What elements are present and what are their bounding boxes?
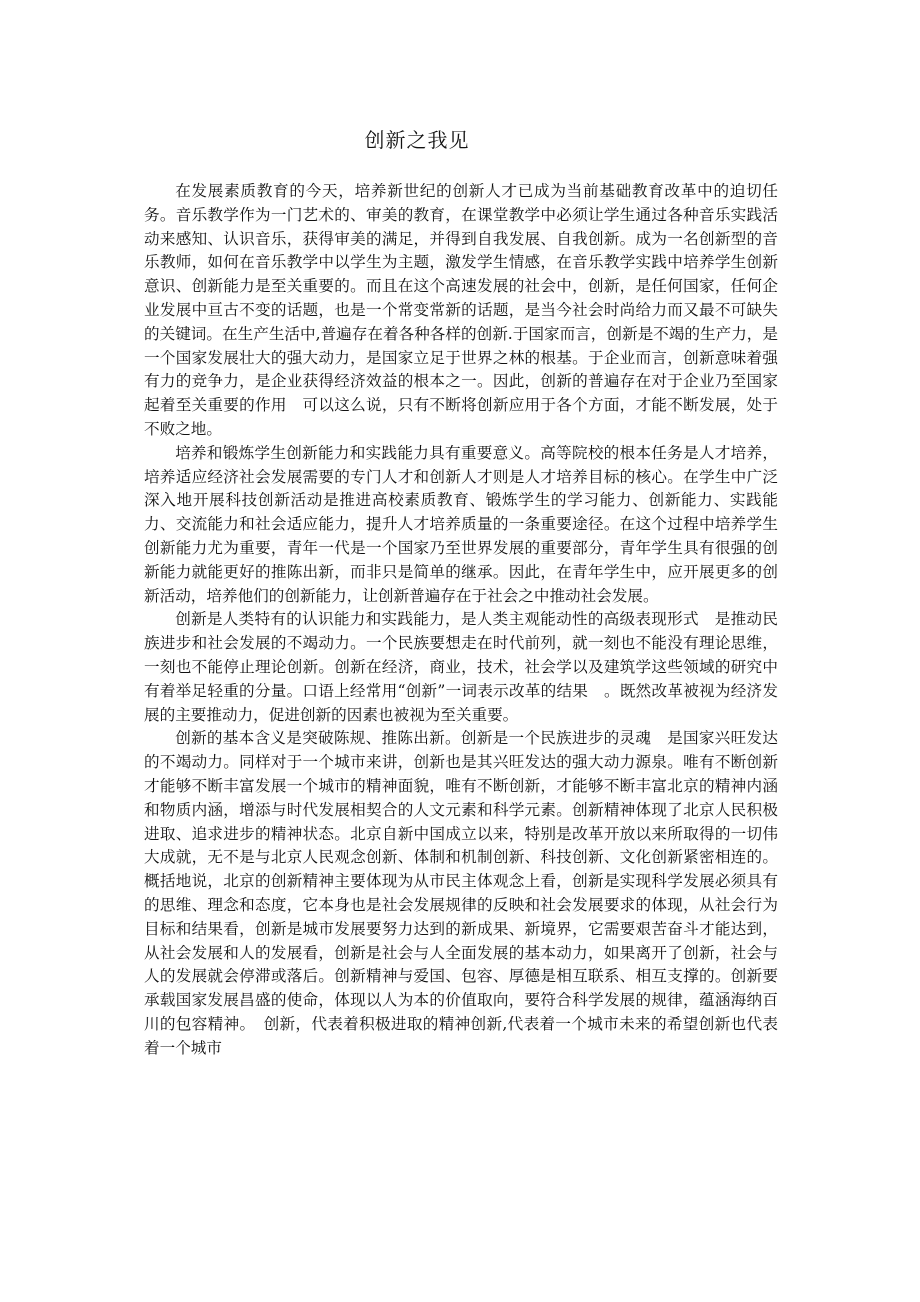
paragraph-2: 培养和锻炼学生创新能力和实践能力具有重要意义。高等院校的根本任务是人才培养，培养适应经济社会发展需要的专门人才和创新人才则是人才培养目标的核心。在学生中广泛深入地开展科技创新活动是推进高校素质教育、锻炼学生的学习能力、创新能力、实践能力、交流能力和社会适应能力，提升人才培养质量的一条重要途径。在这个过程中培养学生创新能力尤为重要，青年一代是一个国家乃至世界发展的重要部分，青年学生具有很强的创新能力就能更好的推陈出新，而非只是简单的继承。因此，在青年学生中，应开展更多的创新活动，培养他们的创新能力，让创新普遍存在于社会之中推动社会发展。 bbox=[144, 443, 778, 605]
paragraph-1: 在发展素质教育的今天，培养新世纪的创新人才已成为当前基础教育改革中的迫切任务。音乐教学作为一门艺术的、审美的教育，在课堂教学中必须让学生通过各种音乐实践活动来感知、认识音乐，获得审美的满足，并得到自我发展、自我创新。成为一名创新型的音乐教师，如何在音乐教学中以学生为主题，激发学生情感，在音乐教学实践中培养学生创新意识、创新能力是至关重要的。而且在这个高速发展的社会中，创新，是任何国家，任何企业发展中亘古不变的话题，也是一个常变常新的话题，是当今社会时尚给力而又最不可缺失的关键词。在生产生活中,普遍存在着各种各样的创新.于国家而言，创新是不竭的生产力，是一个国家发展壮大的强大动力，是国家立足于世界之林的根基。于企业而言，创新意味着强有力的竞争力，是企业获得经济效益的根本之一。因此，创新的普遍存在对于企业乃至国家起着至关重要的作用 可以这么说，只有不断将创新应用于各个方面，才能不断发展，处于不败之地。 bbox=[144, 182, 778, 438]
document-title: 创新之我见 bbox=[364, 128, 470, 152]
paragraph-3: 创新是人类特有的认识能力和实践能力，是人类主观能动性的高级表现形式 是推动民族进步和社会发展的不竭动力。一个民族要想走在时代前列，就一刻也不能没有理论思维，一刻也不能停止理论创新。创新在经济，商业，技术，社会学以及建筑学这些领域的研究中有着举足轻重的分量。口语上经常用“创新”一词表示改革的结果 。既然改革被视为经济发展的主要推动力，促进创新的因素也被视为至关重要。 bbox=[144, 610, 778, 724]
paragraph-4: 创新的基本含义是突破陈规、推陈出新。创新是一个民族进步的灵魂 是国家兴旺发达的不竭动力。同样对于一个城市来讲，创新也是其兴旺发达的强大动力源泉。唯有不断创新才能够不断丰富发展一个城市的精神面貌，唯有不断创新，才能够不断丰富北京的精神内涵和物质内涵，增添与时代发展相契合的人文元素和科学元素。创新精神体现了北京人民积极进取、追求进步的精神状态。北京自新中国成立以来，特别是改革开放以来所取得的一切伟大成就，无不是与北京人民观念创新、体制和机制创新、科技创新、文化创新紧密相连的。概括地说，北京的创新精神主要体现为从市民主体观念上看，创新是实现科学发展必须具有的思维、理念和态度，它本身也是社会发展规律的反映和社会发展要求的体现，从社会行为目标和结果看，创新是城市发展要努力达到的新成果、新境界，它需要艰苦奋斗才能达到，从社会发展和人的发展看，创新是社会与人全面发展的基本动力，如果离开了创新，社会与人的发展就会停滞或落后。创新精神与爱国、包容、厚德是相互联系、相互支撑的。创新要承载国家发展昌盛的使命，体现以人为本的价值取向，要符合科学发展的规律，蕴涵海纳百川的包容精神。 创新，代表着积极进取的精神创新,代表着一个城市未来的希望创新也代表着一个城市 bbox=[144, 729, 778, 1057]
document-body bbox=[144, 180, 778, 1060]
